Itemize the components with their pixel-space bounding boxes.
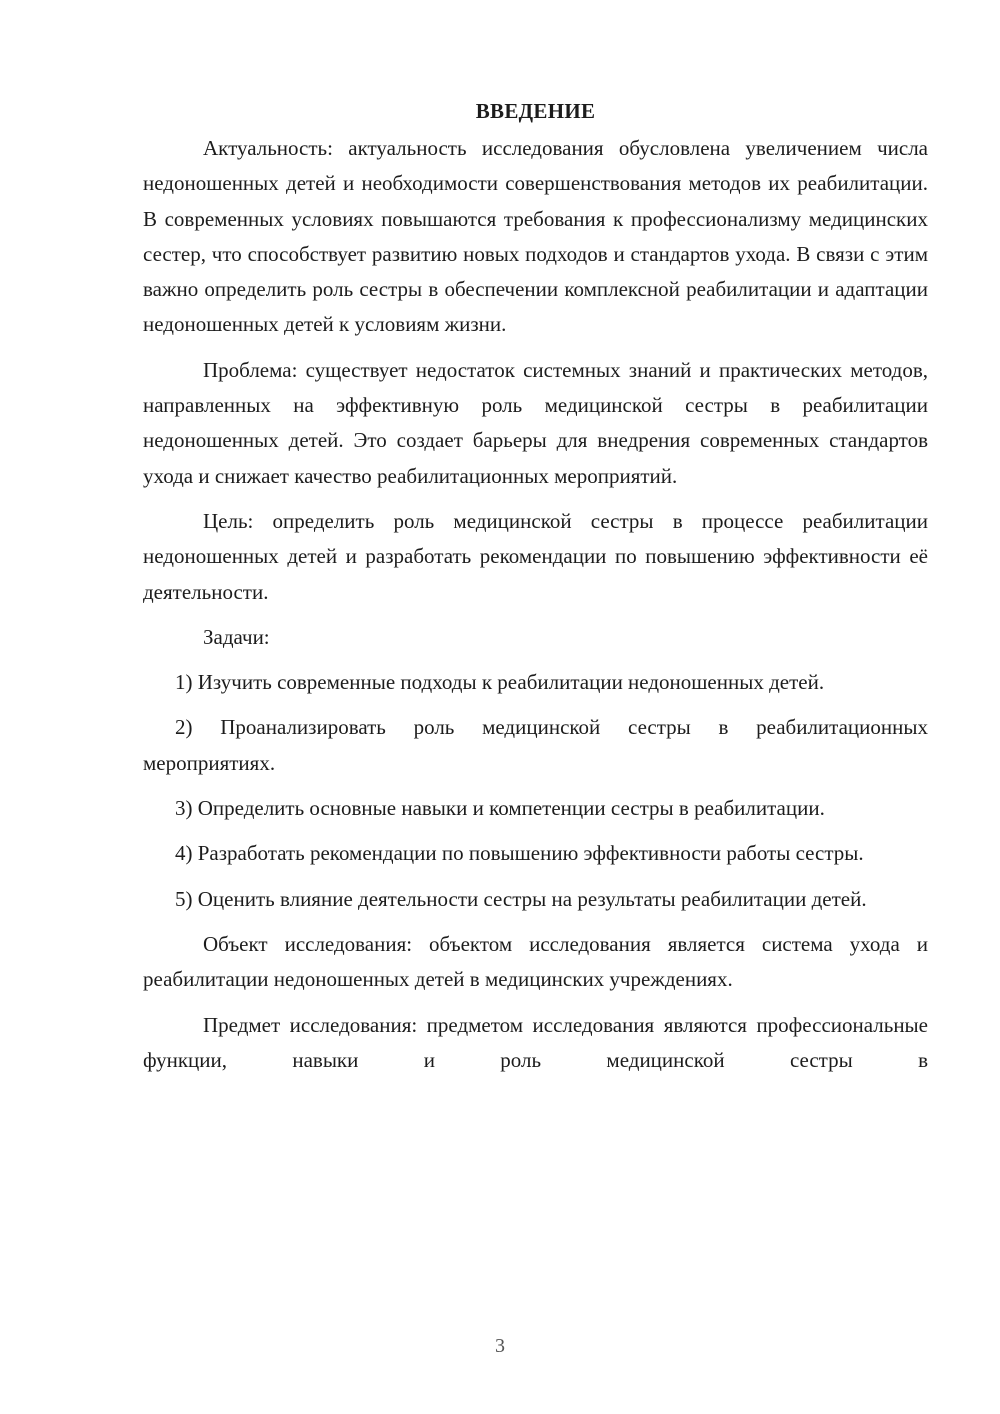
task-item: 4) Разработать рекомендации по повышению эффективности работы сестры. (175, 841, 864, 866)
task-item: 3) Определить основные навыки и компетенции сестры в реабилитации. (175, 796, 825, 821)
task-item: 2) Проанализировать роль медицинской сестры в реабилитационных мероприятиях. (143, 715, 928, 775)
paragraph-object: Объект исследования: объектом исследования является система ухода и реабилитации недоношенных детей в медицинских учреждениях. (143, 931, 928, 992)
page-content (143, 95, 928, 1078)
task-item: 1) Изучить современные подходы к реабилитации недоношенных детей. (175, 670, 825, 695)
paragraph-subject: Предмет исследования: предметом исследования являются профессиональные функции, навыки и роль медицинской сестры в (143, 1012, 928, 1072)
section-heading: ВВЕДЕНИЕ (475, 99, 596, 123)
page-number: 3 (495, 1335, 505, 1357)
paragraph-problem: Проблема: существует недостаток системных знаний и практических методов, направленных на эффективную роль медицинской сестры в реабилитации недоношенных детей. Это создает барьеры для внедрения современных стандартов ухода и снижает качество реабилитационных мероприятий. (143, 357, 928, 488)
paragraph-goal: Цель: определить роль медицинской сестры в процессе реабилитации недоношенных детей и разработать рекомендации по повышению эффективности её деятельности. (143, 508, 928, 604)
task-item: 5) Оценить влияние деятельности сестры на результаты реабилитации детей. (175, 886, 867, 911)
tasks-label: Задачи: (203, 624, 270, 649)
paragraph-relevance: Актуальность: актуальность исследования обусловлена увеличением числа недоношенных детей и необходимости совершенствования методов их реабилитации. В современных условиях повышаются требования к профессионализму медицинских сестер, что способствует развитию новых подходов и стандартов ухода. В связи с этим важно определить роль сестры в обеспечении комплексной реабилитации и адаптации недоношенных детей к условиям жизни. (143, 136, 928, 337)
